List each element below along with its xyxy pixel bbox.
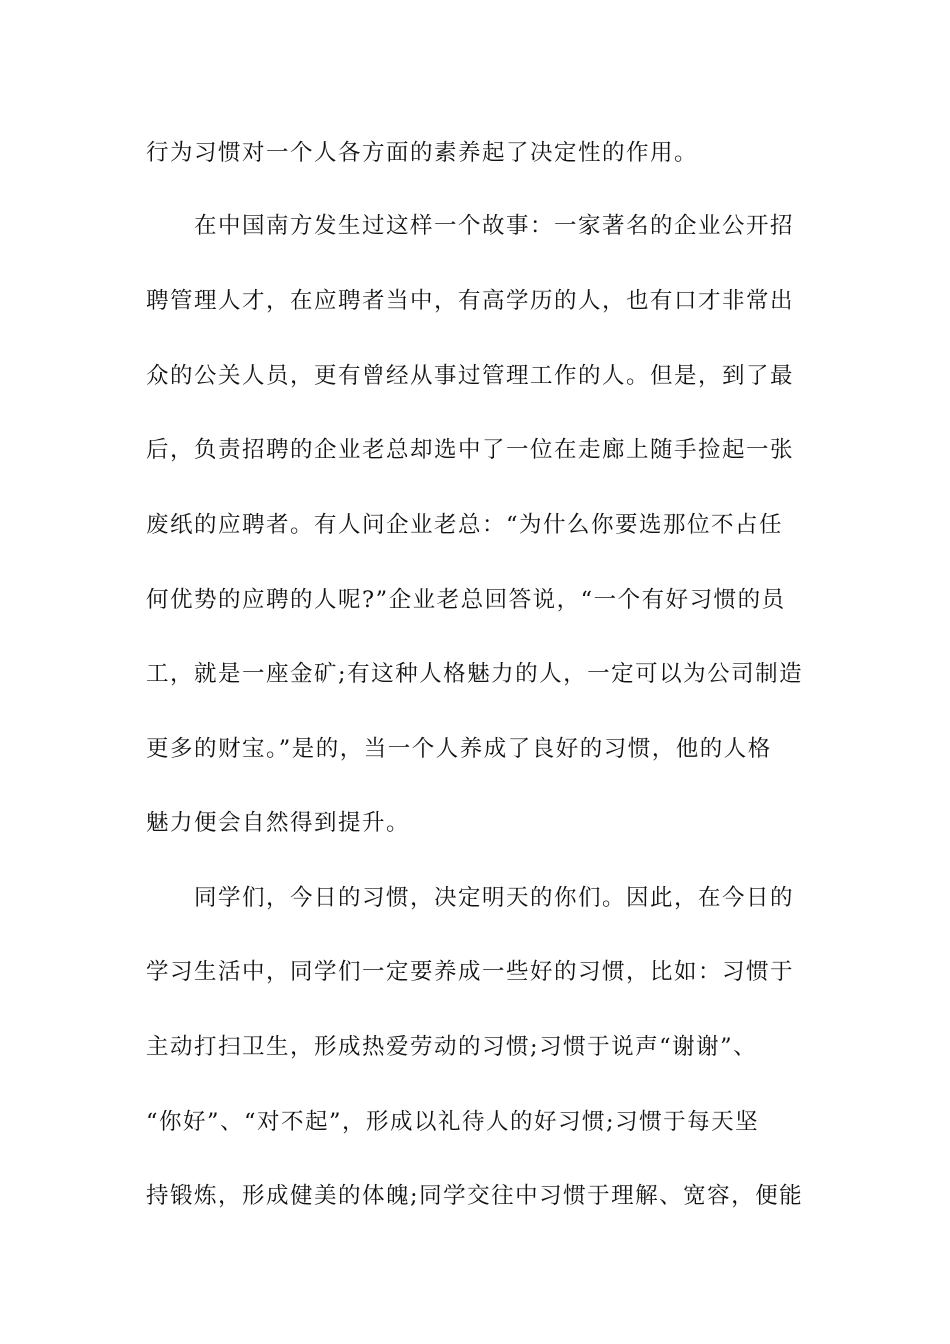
text-line-4: 众的公关人员，更有曾经从事过管理工作的人。但是，到了最 [146, 363, 795, 389]
text-line-13: 主动打扫卫生，形成热爱劳动的习惯;习惯于说声“谢谢”、 [146, 1034, 758, 1060]
text-line-8: 工，就是一座金矿;有这种人格魅力的人，一定可以为公司制造 [146, 661, 804, 687]
text-line-1: 行为习惯对一个人各方面的素养起了决定性的作用。 [146, 140, 699, 166]
text-line-15: 持锻炼，形成健美的体魄;同学交往中习惯于理解、宽容，便能 [146, 1183, 804, 1209]
text-line-6: 废纸的应聘者。有人问企业老总：“为什么你要选那位不占任 [146, 512, 784, 538]
text-line-2: 在中国南方发生过这样一个故事：一家著名的企业公开招 [194, 213, 795, 239]
text-line-5: 后，负责招聘的企业老总却选中了一位在走廊上随手捡起一张 [146, 437, 795, 463]
text-line-3: 聘管理人才，在应聘者当中，有高学历的人，也有口才非常出 [146, 288, 795, 314]
text-line-14: “你好”、“对不起”，形成以礼待人的好习惯;习惯于每天坚 [146, 1109, 760, 1135]
text-line-9: 更多的财宝。”是的，当一个人养成了良好的习惯，他的人格 [146, 736, 772, 762]
text-line-7: 何优势的应聘的人呢?”企业老总回答说，“一个有好习惯的员 [146, 587, 786, 613]
text-line-12: 学习生活中，同学们一定要养成一些好的习惯，比如：习惯于 [146, 959, 795, 985]
text-line-10: 魅力便会自然得到提升。 [146, 810, 411, 836]
text-line-11: 同学们，今日的习惯，决定明天的你们。因此，在今日的 [194, 885, 795, 911]
